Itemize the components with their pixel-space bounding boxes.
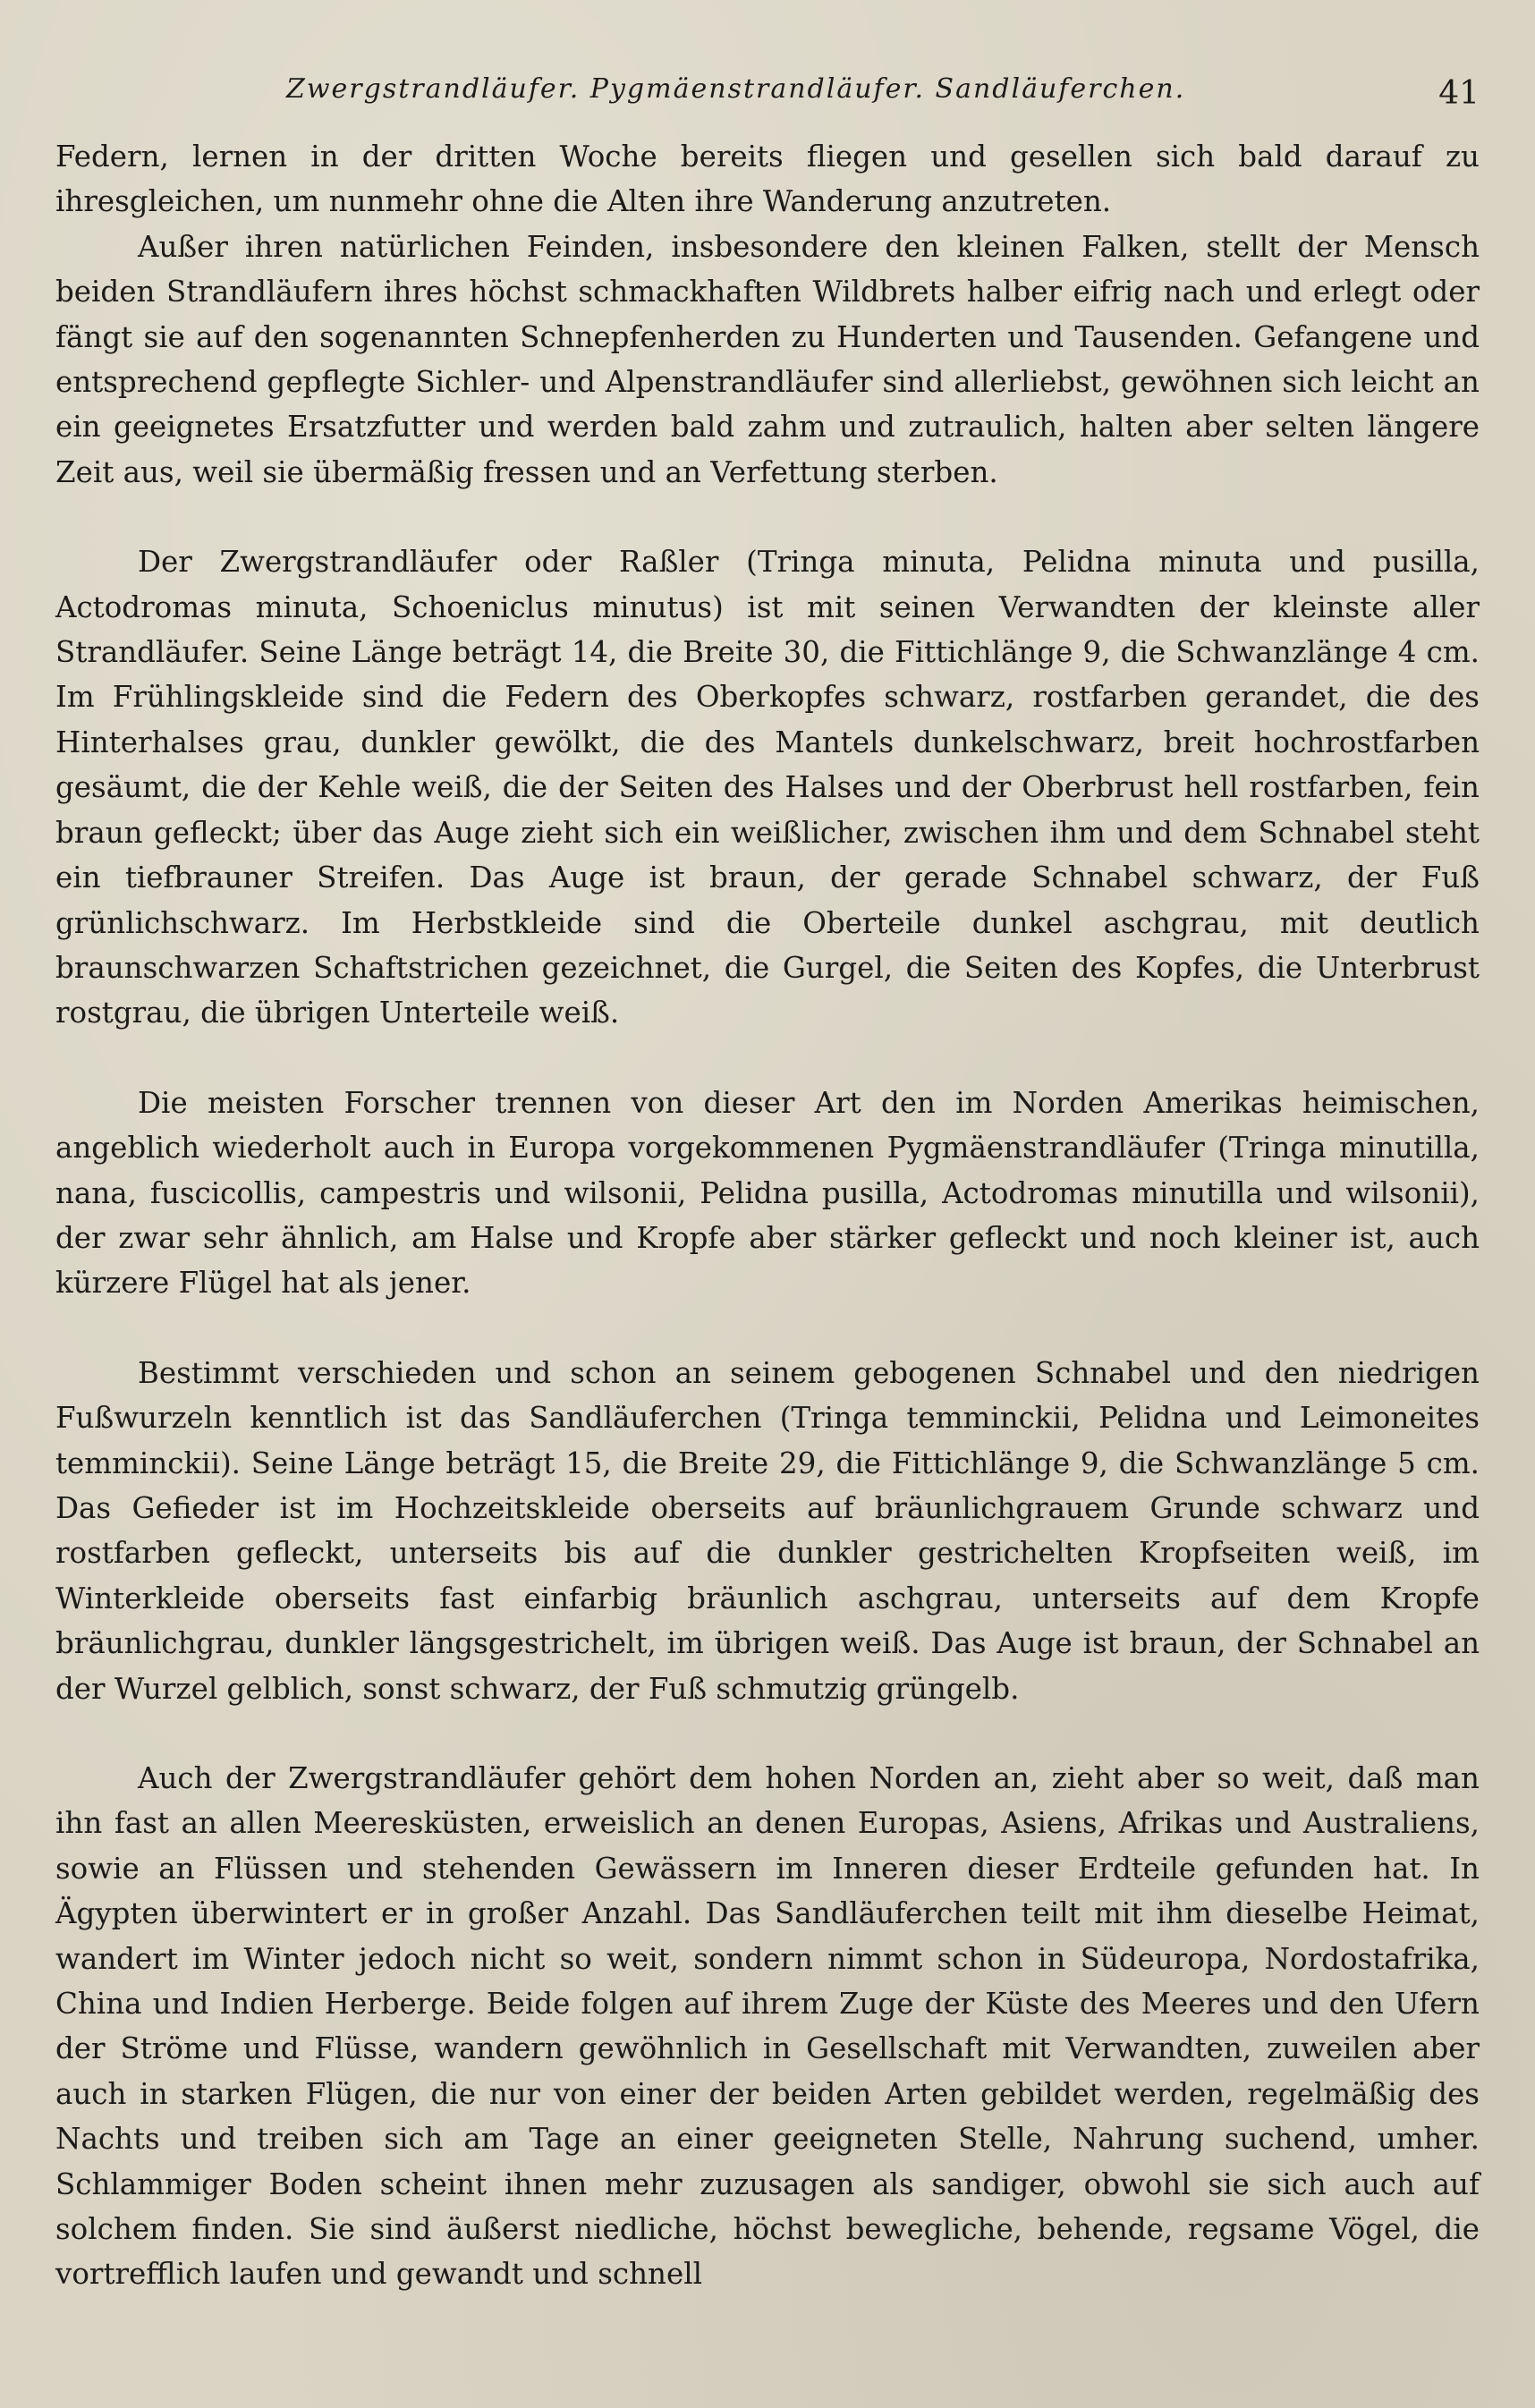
paragraph-pygmaeenstrandlaeufer: Die meisten Forscher trennen von dieser Art den im Norden Amerikas heimischen, angeblich wiederholt auch in Europa vorgekommenen Pygmäenstrandläufer (Tringa minutilla, nana, fuscicollis, campestris und wilsonii, Pelidna pusilla, Actodromas minutilla und wilsonii), der zwar sehr ähnlich, am Halse und Kropfe aber stärker gefleckt und noch kleiner ist, auch kürzere Flügel hat als jener.: [55, 1085, 1480, 1301]
paragraph-continuation: Federn, lernen in der dritten Woche bereits fliegen und gesellen sich bald darauf zu ihresgleichen, um nunmehr ohne die Alten ihre Wanderung anzutreten.: [55, 140, 1480, 219]
paragraph-sandlaeuferchen: Bestimmt verschieden und schon an seinem gebogenen Schnabel und den niedrigen Fußwurzeln kenntlich ist das Sandläuferchen (Tringa temminckii, Pelidna und Leimoneites temminckii). Seine Länge beträgt 15, die Breite 29, die Fittichlänge 9, die Schwanzlänge 5 cm. Das Gefieder ist im Hochzeitskleide oberseits auf bräunlichgrauem Grunde schwarz und rostfarben gefleckt, unterseits bis auf die dunkler gestrichelten Kropfseiten weiß, im Winterkleide oberseits fast einfarbig bräunlich aschgrau, unterseits auf dem Kropfe bräunlichgrau, dunkler längsgestrichelt, im übrigen weiß. Das Auge ist braun, der Schnabel an der Wurzel gelblich, sonst schwarz, der Fuß schmutzig grüngelb.: [55, 1355, 1480, 1706]
paragraph-predators: Außer ihren natürlichen Feinden, insbesondere den kleinen Falken, stellt der Mensch beiden Strandläufern ihres höchst schmackhaften Wildbrets halber eifrig nach und erlegt oder fängt sie auf den sogenannten Schnepfenherden zu Hunderten und Tausenden. Gefangene und entsprechend gepflegte Sichler- und Alpenstrandläufer sind allerliebst, gewöhnen sich leicht an ein geeignetes Ersatzfutter und werden bald zahm und zutraulich, halten aber selten längere Zeit aus, weil sie übermäßig fressen und an Verfettung sterben.: [55, 229, 1480, 489]
paragraph-zwergstrandlaeufer: Der Zwergstrandläufer oder Raßler (Tringa minuta, Pelidna minuta und pusilla, Actodromas minuta, Schoeniclus minutus) ist mit seinen Verwandten der kleinste aller Strandläufer. Seine Länge beträgt 14, die Breite 30, die Fittichlänge 9, die Schwanzlänge 4 cm. Im Frühlingskleide sind die Federn des Oberkopfes schwarz, rostfarben gerandet, die des Hinterhalses grau, dunkler gewölkt, die des Mantels dunkelschwarz, breit hochrostfarben gesäumt, die der Kehle weiß, die der Seiten des Halses und der Oberbrust hell rostfarben, fein braun gefleckt; über das Auge zieht sich ein weißlicher, zwischen ihm und dem Schnabel steht ein tiefbrauner Streifen. Das Auge ist braun, der gerade Schnabel schwarz, der Fuß grünlichschwarz. Im Herbstkleide sind die Oberteile dunkel aschgrau, mit deutlich braunschwarzen Schaftstrichen gezeichnet, die Gurgel, die Seiten des Kopfes, die Unterbrust rostgrau, die übrigen Unterteile weiß.: [55, 545, 1480, 1030]
running-title: Zwergstrandläufer. Pygmäenstrandläufer. Sandläuferchen.: [286, 73, 1186, 105]
running-head: [55, 73, 1480, 118]
book-page: [55, 0, 1480, 2408]
body-text: [55, 134, 1480, 2297]
paragraph-distribution: Auch der Zwergstrandläufer gehört dem hohen Norden an, zieht aber so weit, daß man ihn fast an allen Meeresküsten, erweislich an denen Europas, Asiens, Afrikas und Australiens, sowie an Flüssen und stehenden Gewässern im Inneren dieser Erdteile gefunden hat. In Ägypten überwintert er in großer Anzahl. Das Sandläuferchen teilt mit ihm dieselbe Heimat, wandert im Winter jedoch nicht so weit, sondern nimmt schon in Südeuropa, Nordostafrika, China und Indien Herberge. Beide folgen auf ihrem Zuge der Küste des Meeres und den Ufern der Ströme und Flüsse, wandern gewöhnlich in Gesellschaft mit Verwandten, zuweilen aber auch in starken Flügen, die nur von einer der beiden Arten gebildet werden, regelmäßig des Nachts und treiben sich am Tage an einer geeigneten Stelle, Nahrung suchend, umher. Schlammiger Boden scheint ihnen mehr zuzusagen als sandiger, obwohl sie sich auch auf solchem finden. Sie sind äußerst niedliche, höchst bewegliche, behende, regsame Vögel, die vortrefflich laufen und gewandt und schnell: [55, 1761, 1480, 2292]
page-number: 41: [1438, 75, 1480, 112]
